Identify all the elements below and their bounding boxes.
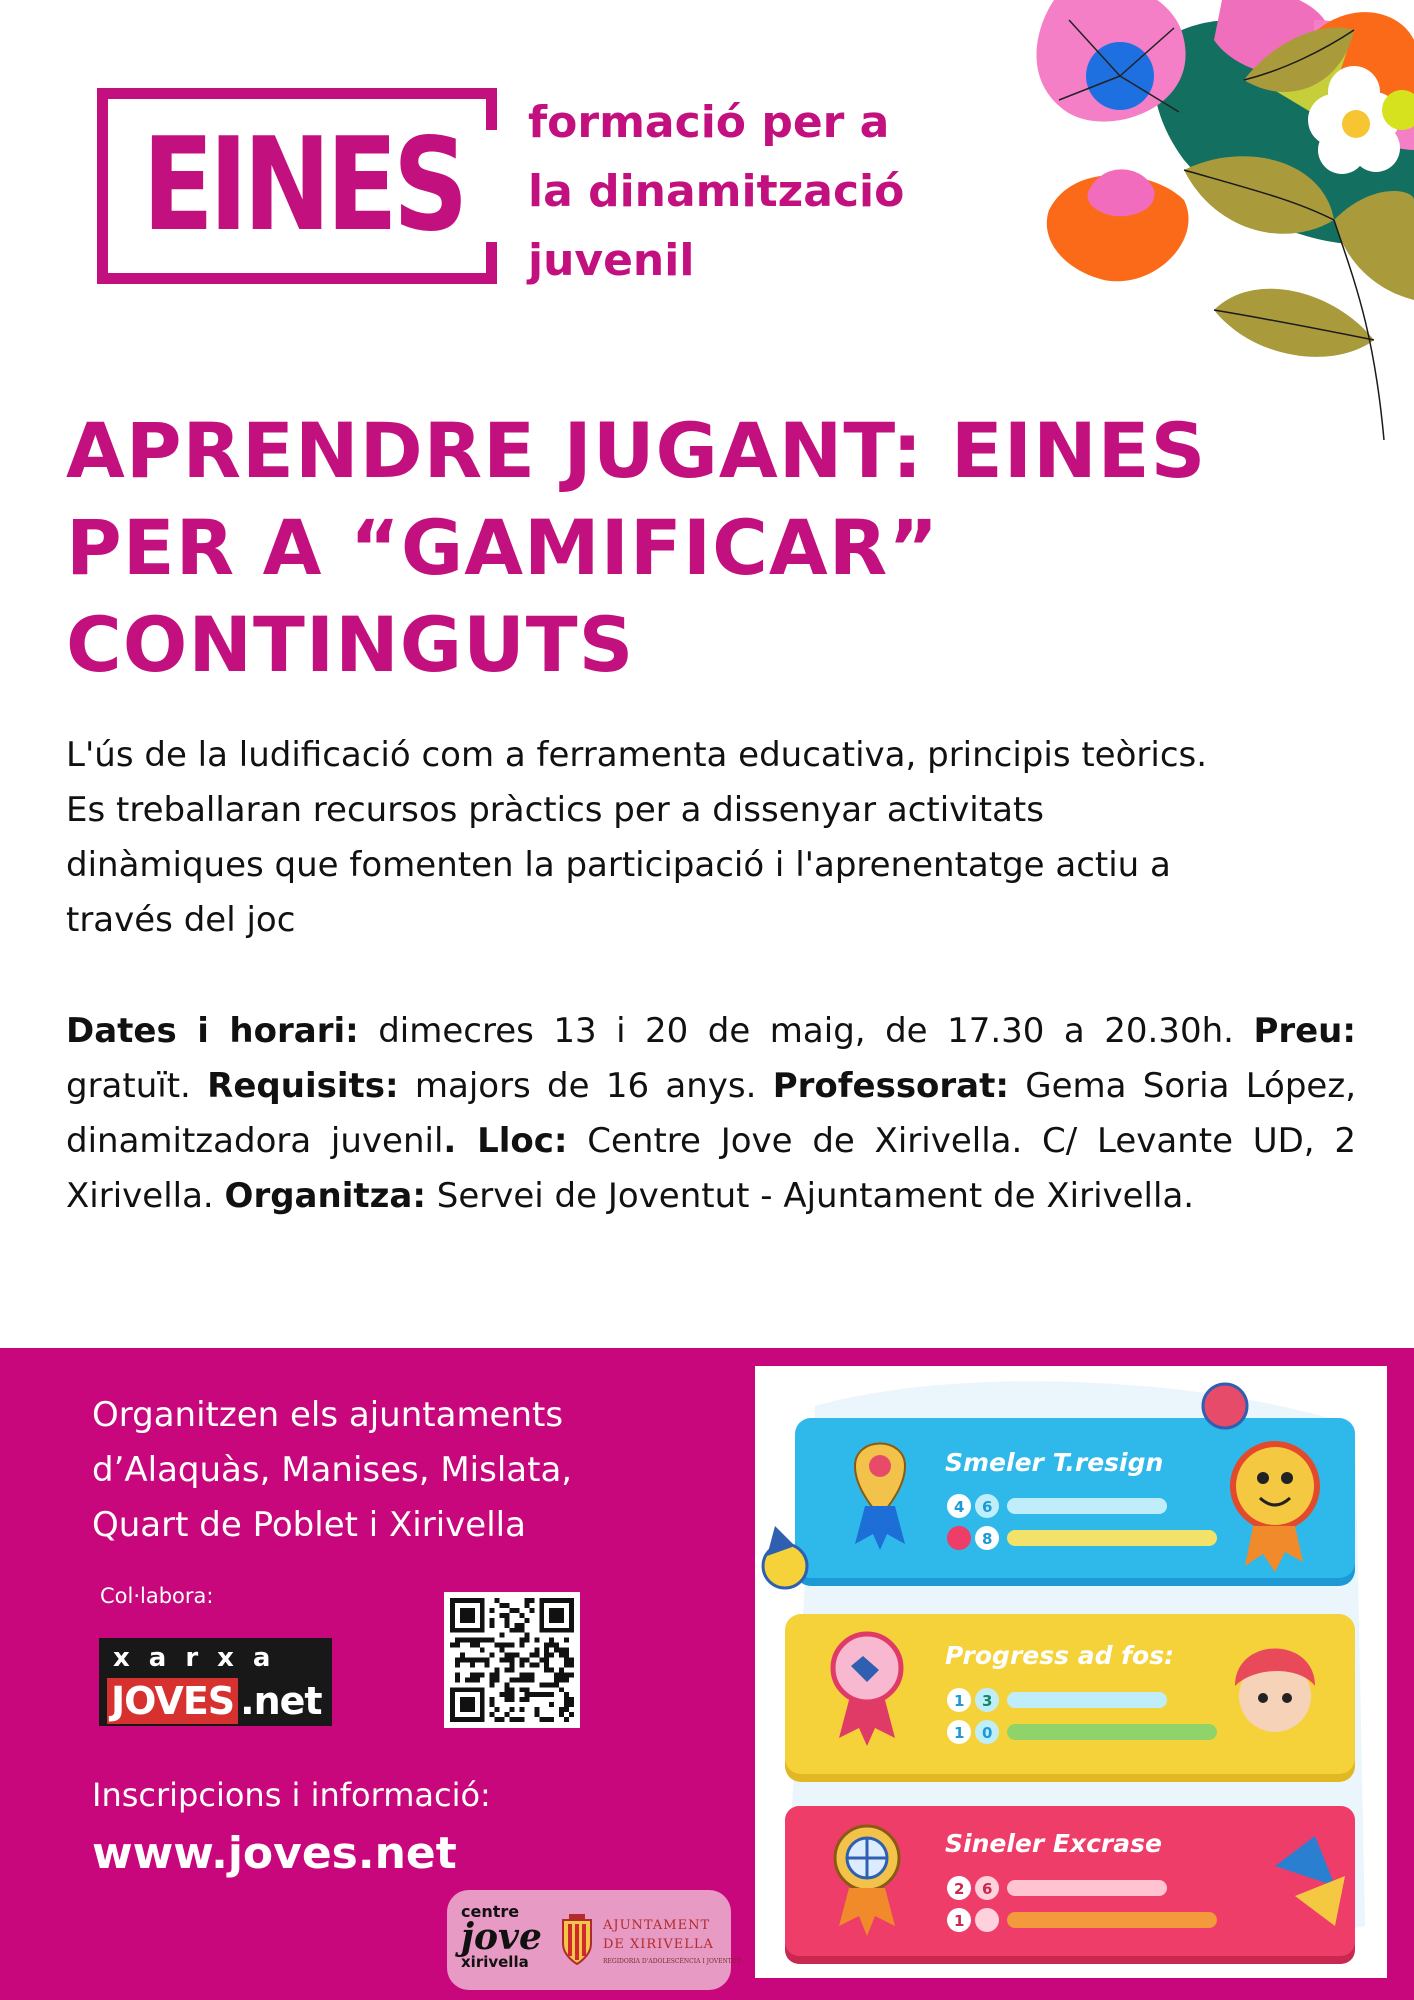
collaborates-label: Col·labora: (100, 1584, 214, 1608)
logo-word: EINES (141, 111, 464, 260)
flower-illustration (854, 0, 1414, 440)
centre-jove-line: centre (461, 1902, 520, 1921)
coat-of-arms-icon (559, 1914, 595, 1966)
xarxa-text: xarxa (113, 1643, 290, 1673)
panel-number: 3 (982, 1692, 993, 1710)
organizer-label: Organitza: (224, 1176, 426, 1216)
panel-number: 8 (982, 1530, 993, 1548)
organizers-text (92, 1388, 692, 1553)
ajuntament-line: AJUNTAMENT (603, 1918, 711, 1933)
panel-number: 1 (954, 1692, 965, 1710)
organizers-line: d’Alaquàs, Manises, Mislata, (92, 1450, 573, 1490)
panel-number: 0 (982, 1724, 993, 1742)
course-details (66, 1004, 1356, 1224)
signup-label: Inscripcions i informació: (92, 1776, 491, 1814)
organizers-line: Quart de Poblet i Xirivella (92, 1505, 526, 1545)
requirements-label: Requisits: (207, 1066, 399, 1106)
dates-label: Dates i horari: (66, 1011, 359, 1051)
panel-title: Progress ad fos: (945, 1641, 1175, 1670)
panel-number: 4 (954, 1498, 965, 1516)
gamification-illustration (755, 1366, 1387, 1978)
teacher-label: Professorat: (772, 1066, 1009, 1106)
description-line: L'ús de la ludificació com a ferramenta educativa, principis teòrics. (66, 735, 1208, 775)
joves-text: JOVES (107, 1678, 238, 1724)
signup-link[interactable]: www.joves.net (92, 1828, 457, 1879)
panel-number: 6 (982, 1880, 993, 1898)
panel-number: 1 (954, 1724, 965, 1742)
panel-number: 1 (954, 1912, 965, 1930)
place-label: . Lloc: (443, 1121, 568, 1161)
course-description (66, 728, 1366, 948)
centre-jove-logo (461, 1904, 551, 1970)
organizer-value: Servei de Joventut - Ajuntament de Xirivella. (425, 1176, 1195, 1216)
panel-number: 2 (954, 1880, 965, 1898)
place-value: Centre Jove de Xirivella. C/ Levante UD, 2 Xirivella. (66, 1121, 1356, 1216)
price-label: Preu: (1253, 1011, 1356, 1051)
course-title-line: PER A “GAMIFICAR” (66, 503, 940, 592)
course-title (66, 402, 1366, 693)
tagline-line: formació per a (528, 97, 890, 148)
ajuntament-line: REGIDORIA D'ADOLESCÈNCIA I JOVENTUT (603, 1958, 741, 1965)
dates-value: dimecres 13 i 20 de maig, de 17.30 a 20.30h. (358, 1011, 1254, 1051)
requirements-value: majors de 16 anys. (398, 1066, 773, 1106)
description-line: través del joc (66, 900, 296, 940)
panel-title: Smeler T.resign (945, 1448, 1164, 1477)
panel-title: Sineler Excrase (945, 1829, 1162, 1858)
course-title-line: CONTINGUTS (66, 600, 635, 689)
centre-jove-line: xirivella (461, 1953, 529, 1971)
ajuntament-line: DE XIRIVELLA (603, 1937, 714, 1952)
price-value: gratuït. (66, 1066, 208, 1106)
description-line: dinàmiques que fomenten la participació i l'aprenentatge actiu a (66, 845, 1171, 885)
panel-number: 6 (982, 1498, 993, 1516)
tagline-line: la dinamització (528, 166, 905, 217)
ajuntament-logo (603, 1918, 741, 1965)
xarxa-joves-logo (99, 1638, 332, 1726)
sponsor-logos (447, 1890, 741, 1990)
tagline-line: juvenil (528, 235, 695, 286)
qr-code (444, 1592, 580, 1728)
course-title-line: APRENDRE JUGANT: EINES (66, 406, 1207, 495)
centre-jove-line: jove (461, 1916, 542, 1958)
teacher-value: Gema Soria López, dinamitzadora juvenil (66, 1066, 1356, 1161)
eines-logo (97, 88, 497, 284)
description-line: Es treballaran recursos pràctics per a dissenyar activitats (66, 790, 1044, 830)
net-text: .net (240, 1679, 322, 1723)
organizers-line: Organitzen els ajuntaments (92, 1395, 564, 1435)
